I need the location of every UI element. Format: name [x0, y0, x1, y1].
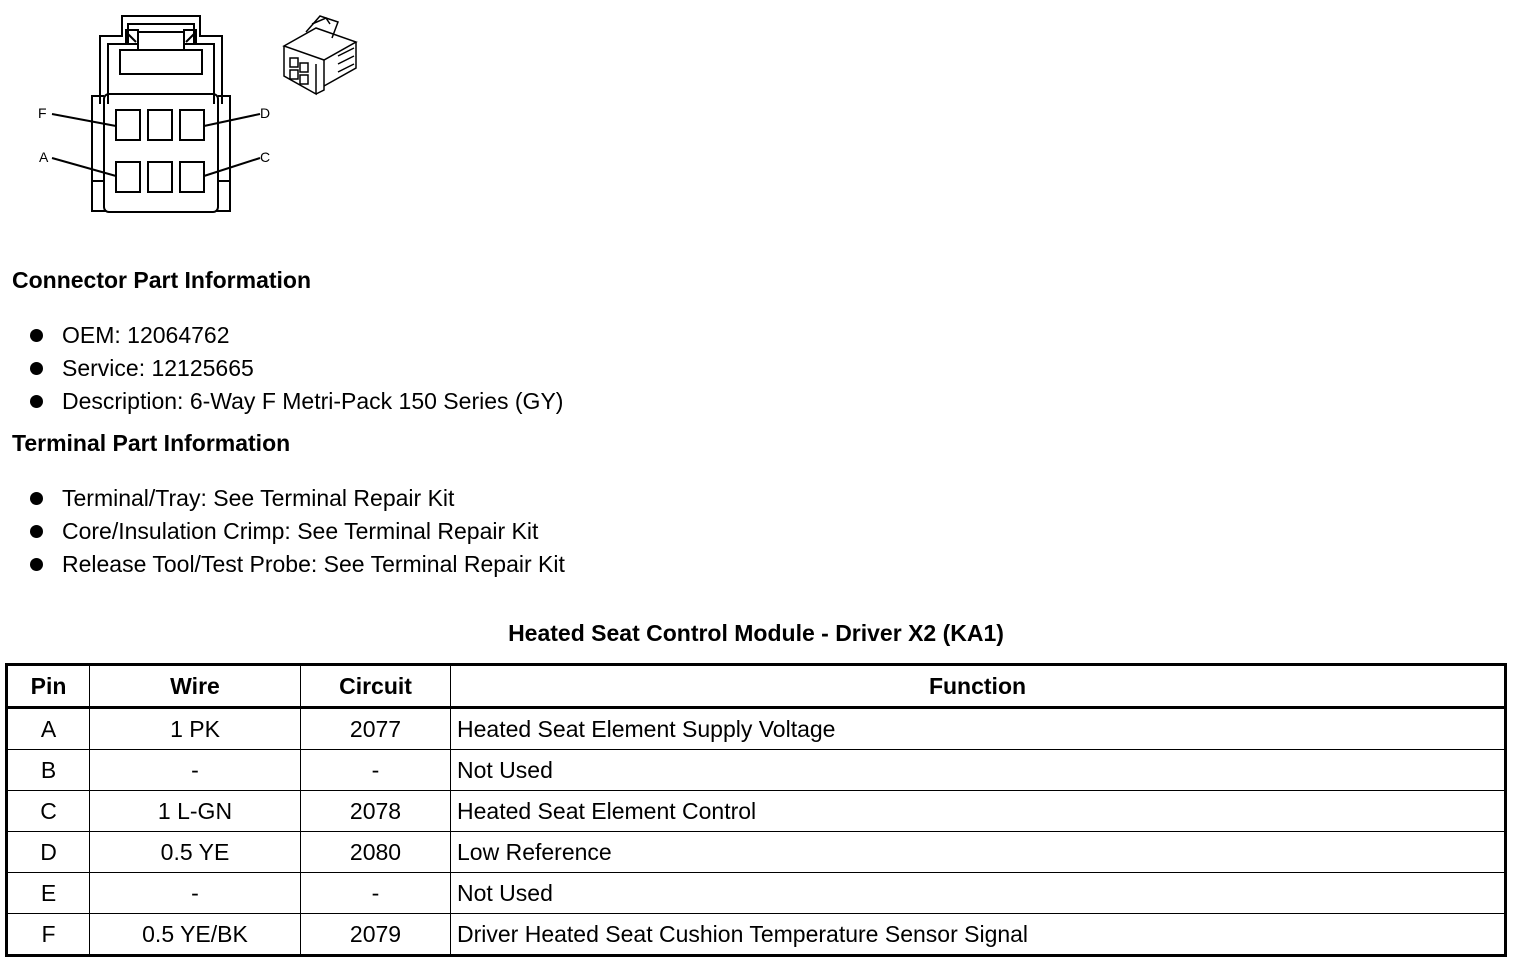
table-row — [7, 873, 1506, 914]
cell-wire: - — [90, 750, 301, 791]
bullet-icon — [30, 395, 43, 408]
cell-function: Not Used — [451, 750, 1506, 791]
cell-wire: 1 L-GN — [90, 791, 301, 832]
table-row — [7, 791, 1506, 832]
list-item: Description: 6-Way F Metri-Pack 150 Series (GY) — [28, 385, 563, 418]
table-row — [7, 750, 1506, 791]
cell-wire: 0.5 YE/BK — [90, 914, 301, 956]
cell-function: Driver Heated Seat Cushion Temperature Sensor Signal — [451, 914, 1506, 956]
cell-pin: A — [7, 708, 90, 750]
cell-pin: C — [7, 791, 90, 832]
list-item: Terminal/Tray: See Terminal Repair Kit — [28, 482, 565, 515]
table-row — [7, 708, 1506, 750]
cell-function: Heated Seat Element Supply Voltage — [451, 708, 1506, 750]
cell-function: Not Used — [451, 873, 1506, 914]
cell-circuit: - — [301, 750, 451, 791]
bullet-icon — [30, 329, 43, 342]
pin-label-d: D — [260, 105, 271, 121]
cell-wire: 0.5 YE — [90, 832, 301, 873]
cell-circuit: 2079 — [301, 914, 451, 956]
connector-info-list — [28, 319, 563, 418]
pin-label-a: A — [39, 149, 49, 165]
list-item: OEM: 12064762 — [28, 319, 563, 352]
pin-label-c: C — [260, 149, 271, 165]
header-function: Function — [451, 665, 1506, 708]
pinout-table — [5, 663, 1507, 957]
cell-pin: F — [7, 914, 90, 956]
header-circuit: Circuit — [301, 665, 451, 708]
cell-wire: - — [90, 873, 301, 914]
bullet-icon — [30, 558, 43, 571]
list-item: Service: 12125665 — [28, 352, 563, 385]
connector-face-diagram — [30, 6, 280, 221]
connector-info-heading: Connector Part Information — [12, 267, 312, 293]
list-item: Release Tool/Test Probe: See Terminal Repair Kit — [28, 548, 565, 581]
cell-function: Low Reference — [451, 832, 1506, 873]
cell-pin: B — [7, 750, 90, 791]
cell-circuit: - — [301, 873, 451, 914]
pin-label-f: F — [38, 105, 47, 121]
header-wire: Wire — [90, 665, 301, 708]
connector-isometric-icon — [276, 6, 366, 96]
cell-circuit: 2080 — [301, 832, 451, 873]
terminal-info-heading: Terminal Part Information — [12, 430, 291, 456]
bullet-icon — [30, 492, 43, 505]
table-header-row — [7, 665, 1506, 708]
cell-function: Heated Seat Element Control — [451, 791, 1506, 832]
cell-pin: E — [7, 873, 90, 914]
bullet-icon — [30, 525, 43, 538]
header-pin: Pin — [7, 665, 90, 708]
table-row — [7, 832, 1506, 873]
terminal-info-list — [28, 482, 565, 581]
bullet-icon — [30, 362, 43, 375]
cell-pin: D — [7, 832, 90, 873]
table-row — [7, 914, 1506, 956]
cell-wire: 1 PK — [90, 708, 301, 750]
table-title: Heated Seat Control Module - Driver X2 (KA1) — [508, 620, 1004, 646]
cell-circuit: 2077 — [301, 708, 451, 750]
list-item: Core/Insulation Crimp: See Terminal Repair Kit — [28, 515, 565, 548]
cell-circuit: 2078 — [301, 791, 451, 832]
